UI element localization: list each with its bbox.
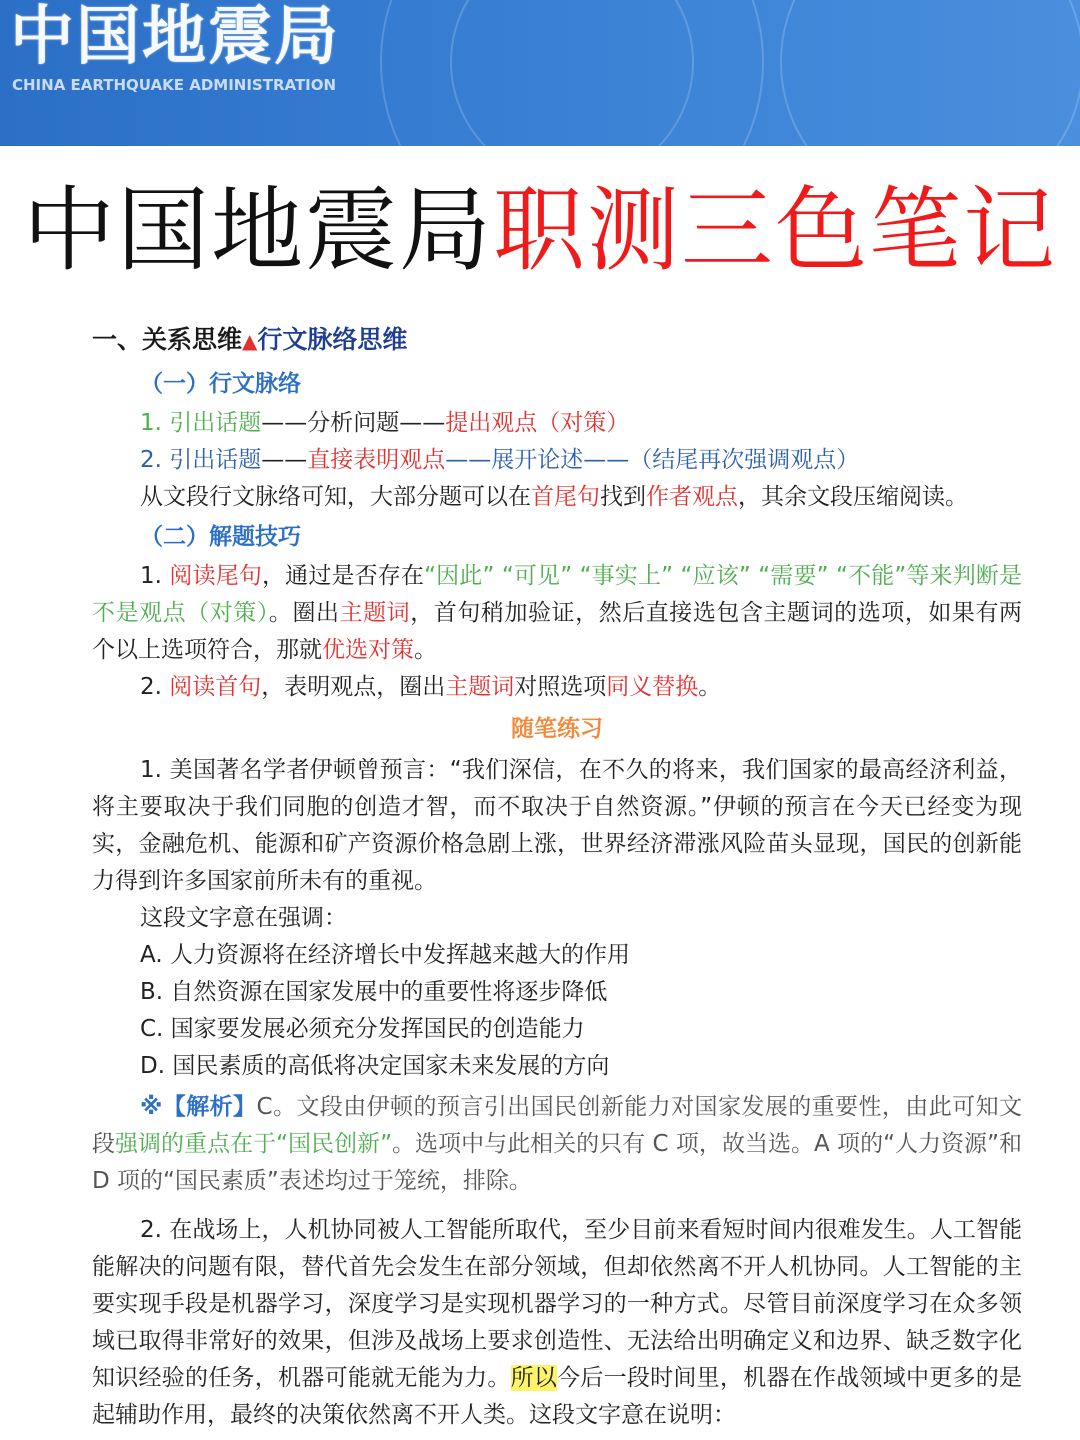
text-fragment: 强调的重点在于“国民创新”	[115, 1131, 393, 1157]
text-fragment: 首尾句	[531, 484, 600, 510]
section-heading-suffix: 行文脉络思维	[257, 325, 408, 354]
analysis-label: ※【解析】	[140, 1094, 257, 1120]
title-red-part: 职测三色笔记	[493, 177, 1058, 284]
text-fragment: 。	[414, 637, 437, 663]
text-fragment: “因此” “可见” “事实上” “应该” “需要” “不能”等来判断是不是观点（对策）	[92, 563, 1023, 626]
text-fragment: 作者观点	[646, 484, 738, 510]
decorative-ring	[780, 0, 1080, 146]
text-fragment: 2. 在战场上，人机协同被人工智能所取代，至少目前来看短时间内很难发生。人工智能能解决的问题有限，替代首先会发生在部分领域，但却依然离不开人机协同。人工智能的主要实现手段是机器学习，深度学习是实现机器学习的一种方式。尽管目前深度学习在众多领域已取得非常好的效果，但涉及战场上要求创造性、无法给出明确定义和边界、缺乏数字化知识经验的任务，机器可能就无能为力。	[92, 1217, 1022, 1391]
decorative-ring	[380, 0, 764, 146]
text-fragment: 1. 引出话题	[140, 410, 262, 436]
notes-content	[92, 318, 1022, 1434]
text-fragment: 同义替换	[606, 674, 699, 700]
structure-item-1	[92, 405, 1022, 442]
subsection-title-1: （一）行文脉络	[140, 371, 301, 397]
text-fragment: C。文段由伊顿的预言引出国民创新能力对国家发展的重要性，由此可知文段	[92, 1094, 1022, 1157]
text-fragment: ，其余文段压缩阅读。	[738, 484, 968, 510]
cea-english-name: CHINA EARTHQUAKE ADMINISTRATION	[12, 76, 337, 94]
header-banner	[0, 0, 1080, 146]
text-fragment: 。	[698, 674, 722, 700]
question-1-prompt: 这段文字意在强调：	[140, 905, 347, 931]
text-fragment: 对照选项	[514, 674, 607, 700]
text-fragment: ——分析问题——	[261, 410, 446, 436]
text-fragment: ——展开论述——（结尾再次强调观点）	[445, 447, 860, 473]
question-2-stem	[92, 1212, 1022, 1434]
section-heading	[92, 318, 1022, 363]
cea-logo-text: 中国地震局	[10, 0, 340, 74]
text-fragment: ——	[261, 447, 308, 473]
practice-title: 随笔练习	[511, 716, 603, 742]
text-fragment: ，表明观点，圈出	[261, 674, 446, 700]
text-fragment: 1.	[140, 563, 170, 589]
text-fragment: 阅读尾句	[169, 563, 263, 589]
option-a: A. 人力资源将在经济增长中发挥越来越大的作用	[140, 942, 630, 968]
text-fragment: 阅读首句	[169, 674, 262, 700]
section-heading-prefix: 一、关系思维	[92, 325, 243, 354]
subsection-title-2: （二）解题技巧	[140, 524, 301, 550]
technique-2	[92, 669, 1022, 706]
text-fragment: 主题词	[445, 674, 515, 700]
question-1-stem: 1. 美国著名学者伊顿曾预言：“我们深信，在不久的将来，我们国家的最高经济利益，将主要取决于我们同胞的创造才智，而不取决于自然资源。”伊顿的预言在今天已经变为现实，金融危机、能源和矿产资源价格急剧上涨，世界经济滞涨风险苗头显现，国民的创新能力得到许多国家前所未有的重视。	[92, 757, 1022, 894]
text-fragment: 2.	[140, 674, 170, 700]
text-fragment: 提出观点（对策）	[445, 410, 630, 436]
triangle-icon: ▲	[242, 329, 258, 353]
page-title	[0, 176, 1080, 286]
text-fragment: 直接表明观点	[307, 447, 446, 473]
highlighted-word: 所以	[510, 1365, 558, 1391]
technique-1	[92, 558, 1022, 669]
text-fragment: ，首句稍加验证，然后直接选包含主题词的选项，如果有两个以上选项符合，那就	[92, 600, 1023, 663]
question-1-analysis	[92, 1089, 1022, 1200]
text-fragment: 优选对策	[322, 637, 414, 663]
text-fragment: 2. 引出话题	[140, 447, 262, 473]
text-fragment: 。选项中与此相关的只有 C 项，故当选。A 项的“人力资源”和 D 项的“国民素质”表述均过于笼统，排除。	[92, 1131, 1022, 1194]
structure-summary	[92, 479, 1022, 516]
option-c: C. 国家要发展必须充分发挥国民的创造能力	[140, 1016, 585, 1042]
structure-item-2	[92, 442, 1022, 479]
text-fragment: 从文段行文脉络可知，大部分题可以在	[140, 484, 531, 510]
option-d: D. 国民素质的高低将决定国家未来发展的方向	[140, 1053, 610, 1079]
title-black-part: 中国地震局	[22, 177, 493, 284]
text-fragment: ，通过是否存在	[262, 563, 425, 589]
text-fragment: 。圈出	[268, 600, 340, 626]
text-fragment: 找到	[600, 484, 646, 510]
text-fragment: 主题词	[339, 600, 411, 626]
option-b: B. 自然资源在国家发展中的重要性将逐步降低	[140, 979, 608, 1005]
text-fragment: 今后一段时间里，机器在作战领域中更多的是起辅助作用，最终的决策依然离不开人类。这段文字意在说明：	[92, 1365, 1023, 1428]
spacer	[92, 1200, 1022, 1212]
